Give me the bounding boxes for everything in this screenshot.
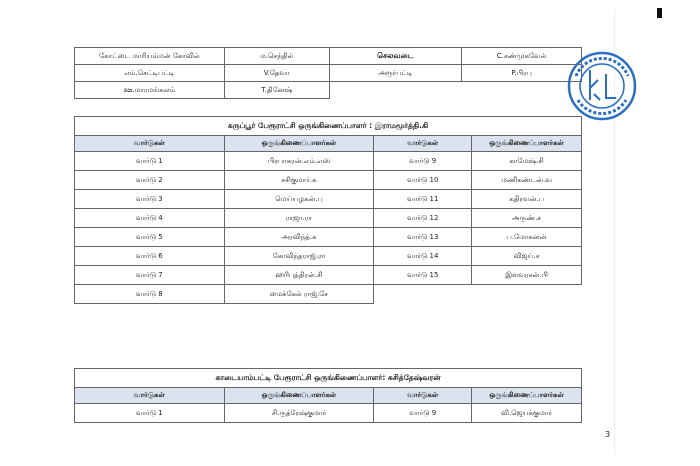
table-row xyxy=(75,404,582,423)
table-title-row xyxy=(75,369,582,388)
cell: பிரபாகரன்.எம்.எஸ் xyxy=(224,152,374,171)
table-header-row xyxy=(75,388,582,404)
table-row xyxy=(75,171,582,190)
cell: வார்டு 9 xyxy=(374,152,472,171)
cell: வார்டு 1 xyxy=(75,152,225,171)
column-header: வார்டுகள் xyxy=(374,388,472,404)
cell: ஹரிபுத்திரன்.சி xyxy=(224,266,374,285)
cell: வார்டு 4 xyxy=(75,209,225,228)
cell: கோட்டை மாரியம்மன் கோவில் xyxy=(75,48,225,65)
cell: வார்டு 8 xyxy=(75,285,225,304)
cell: வார்டு 7 xyxy=(75,266,225,285)
cell: வார்டு 1 xyxy=(75,404,225,423)
cell: வார்டு 15 xyxy=(374,266,472,285)
cell: வார்டு 6 xyxy=(75,247,225,266)
empty-cell xyxy=(472,285,582,304)
table-row xyxy=(75,82,582,99)
cell: கோவிந்தராஜ்.ரா xyxy=(224,247,374,266)
cell: ஊ.மாரமங்கலம் xyxy=(75,82,225,99)
cell: V.தேவா xyxy=(224,65,329,82)
table-row xyxy=(75,247,582,266)
table-row xyxy=(75,48,582,65)
cell: வார்டு 3 xyxy=(75,190,225,209)
table-header-row xyxy=(75,136,582,152)
cell: சசிகுமார்.க xyxy=(224,171,374,190)
cell: வார்டு 2 xyxy=(75,171,225,190)
karuppur-coordinator-table xyxy=(74,116,582,304)
cell: சி.ருத்ரேஷ்குமார் xyxy=(224,404,374,423)
cell: விஜய்.ச xyxy=(472,247,582,266)
cell: வார்டு 12 xyxy=(374,209,472,228)
table-row xyxy=(75,152,582,171)
cell: C.சண்முகவேல் xyxy=(462,48,582,65)
table-row xyxy=(75,209,582,228)
cell: வார்டு 14 xyxy=(374,247,472,266)
cell: மைக்கேல் ராஜ்.சே xyxy=(224,285,374,304)
table-row xyxy=(75,65,582,82)
column-header: ஒருங்கிணைப்பாளர்கள் xyxy=(472,136,582,152)
cell: வார்டு 10 xyxy=(374,171,472,190)
cell: அருண்.ச xyxy=(472,209,582,228)
cell: வார்டு 13 xyxy=(374,228,472,247)
cell: கதிரவன்.ப xyxy=(472,190,582,209)
column-header: வார்டுகள் xyxy=(75,388,225,404)
kadaiyampatti-coordinator-table xyxy=(74,368,582,423)
column-header: வார்டுகள் xyxy=(75,136,225,152)
cell: இளவரசன்.பி xyxy=(472,266,582,285)
cell: ப.மோகனன் xyxy=(472,228,582,247)
empty-cell xyxy=(374,285,472,304)
cell: ம.செந்தில் xyxy=(224,48,329,65)
cell: செலவடை xyxy=(329,48,462,65)
table-row xyxy=(75,285,582,304)
cell: வார்டு 5 xyxy=(75,228,225,247)
column-header: ஒருங்கிணைப்பாளர்கள் xyxy=(224,136,374,152)
cell: எம்.செட்டிபட்டி xyxy=(75,65,225,82)
cell: வி.ஜெயக்குமார் xyxy=(472,404,582,423)
cell: வார்டு 11 xyxy=(374,190,472,209)
column-header: ஒருங்கிணைப்பாளர்கள் xyxy=(472,388,582,404)
empty-cell xyxy=(329,82,462,99)
empty-cell xyxy=(462,82,582,99)
cell: வார்டு 9 xyxy=(374,404,472,423)
cell: மணிகண்டன்.வ xyxy=(472,171,582,190)
official-seal-stamp xyxy=(566,50,638,122)
table-title-row xyxy=(75,117,582,136)
table-title: கருப்பூர் பேரூராட்சி ஒருங்கிணைப்பாளர் : இராமமூர்த்தி.கி xyxy=(75,117,582,136)
table-title: காடையாம்பட்டி பேரூராட்சி ஒருங்கிணைப்பாளர்: சுசித்தேஷ்வரன் xyxy=(75,369,582,388)
table-row xyxy=(75,266,582,285)
page-number: 3 xyxy=(605,430,611,439)
column-header: ஒருங்கிணைப்பாளர்கள் xyxy=(224,388,374,404)
cell: ராஜா.ரா xyxy=(224,209,374,228)
table-row xyxy=(75,190,582,209)
cell: P.பிரபு xyxy=(462,65,582,82)
top-coordinator-table xyxy=(74,47,582,99)
cell: காமேஷ்.சி xyxy=(472,152,582,171)
page-edge-marker xyxy=(657,8,662,18)
cell: அரூர்பட்டி xyxy=(329,65,462,82)
cell: T.தினேஷ் xyxy=(224,82,329,99)
cell: அரவிந்த்.க xyxy=(224,228,374,247)
cell: மெய்யழகன்.பு xyxy=(224,190,374,209)
table-row xyxy=(75,228,582,247)
column-header: வார்டுகள் xyxy=(374,136,472,152)
